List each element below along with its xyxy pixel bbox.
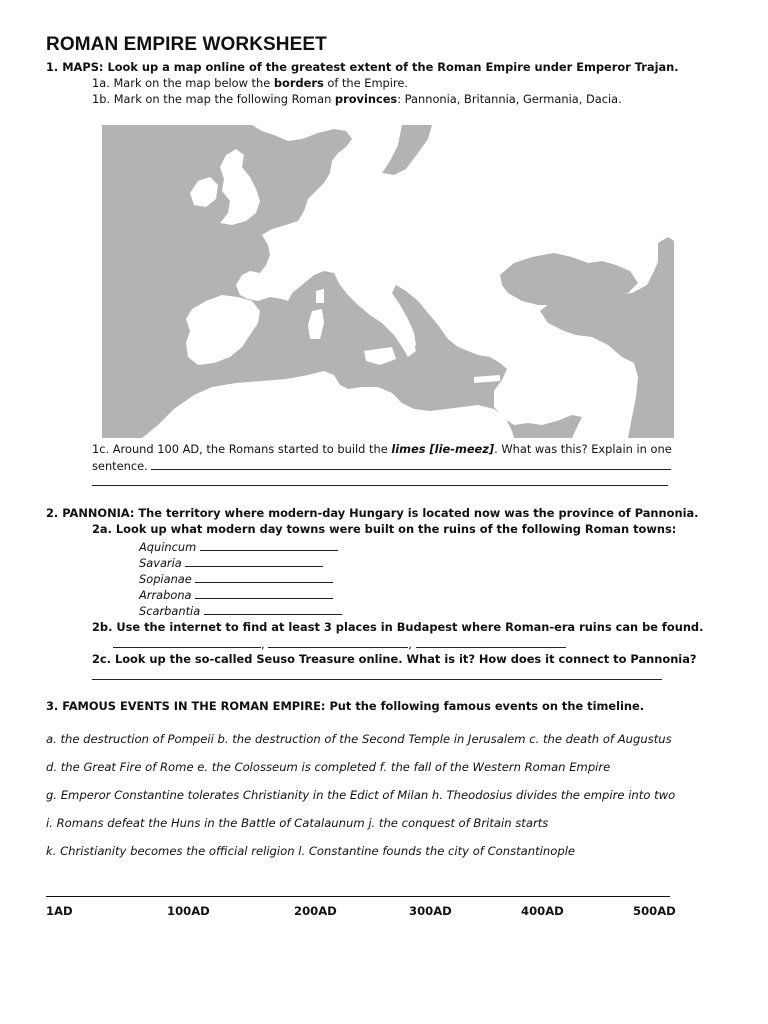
town-row-aquincum xyxy=(139,539,338,555)
events-row-2: d. the Great Fire of Rome e. the Colosseum is completed f. the fall of the Western Roman Empire xyxy=(46,760,611,774)
question-2b: 2b. Use the internet to find at least 3 places in Budapest where Roman-era ruins can be found. xyxy=(92,620,704,634)
town-answer-line[interactable] xyxy=(195,571,333,583)
question-1c-line2 xyxy=(92,458,671,474)
timeline-axis[interactable] xyxy=(46,896,670,897)
town-row-scarbantia xyxy=(139,603,342,619)
question-1a xyxy=(92,76,408,91)
section-1-heading: 1. MAPS: Look up a map online of the greatest extent of the Roman Empire under Emperor Trajan. xyxy=(46,60,679,74)
town-name: Sopianae xyxy=(139,572,192,586)
section-3-heading: 3. FAMOUS EVENTS IN THE ROMAN EMPIRE: Put the following famous events on the timeline. xyxy=(46,699,645,713)
question-1b-text: 1b. Mark on the map the following Roman xyxy=(92,92,335,106)
town-row-sopianae xyxy=(139,571,333,587)
question-1c-keyword: limes [lie-meez] xyxy=(391,442,495,456)
town-row-arrabona xyxy=(139,587,333,603)
town-name: Arrabona xyxy=(139,588,192,602)
town-answer-line[interactable] xyxy=(204,603,342,615)
answer-1c-line-1[interactable] xyxy=(151,458,671,470)
timeline-tick-1ad: 1AD xyxy=(46,904,73,918)
events-row-5: k. Christianity becomes the official religion l. Constantine founds the city of Constantinople xyxy=(46,844,576,858)
timeline-tick-100ad: 100AD xyxy=(167,904,210,918)
town-row-savaria xyxy=(139,555,323,571)
question-1a-text: 1a. Mark on the map below the xyxy=(92,76,274,90)
timeline-tick-200ad: 200AD xyxy=(294,904,337,918)
question-2a: 2a. Look up what modern day towns were built on the ruins of the following Roman towns: xyxy=(92,522,677,536)
town-name: Scarbantia xyxy=(139,604,201,618)
section-2-heading: 2. PANNONIA: The territory where modern-day Hungary is located now was the province of Pannonia. xyxy=(46,506,699,520)
town-answer-line[interactable] xyxy=(200,539,338,551)
town-name: Aquincum xyxy=(139,540,197,554)
question-1b-keyword: provinces xyxy=(334,92,398,106)
page-title: ROMAN EMPIRE WORKSHEET xyxy=(46,34,327,55)
timeline-tick-300ad: 300AD xyxy=(409,904,452,918)
town-answer-line[interactable] xyxy=(185,555,323,567)
question-1a-keyword: borders xyxy=(273,76,324,90)
answer-2c-line[interactable] xyxy=(92,668,662,680)
question-1c xyxy=(92,442,672,457)
question-1c-continuation: sentence. xyxy=(92,459,148,473)
town-name: Savaria xyxy=(139,556,182,570)
answer-1c-line-2[interactable] xyxy=(92,474,668,486)
question-1a-text-end: of the Empire. xyxy=(323,76,409,90)
town-answer-line[interactable] xyxy=(195,587,333,599)
answer-1c-row-2 xyxy=(92,474,668,490)
timeline-tick-400ad: 400AD xyxy=(521,904,564,918)
question-1c-text: 1c. Around 100 AD, the Romans started to build the xyxy=(92,442,392,456)
question-1c-text-end: . What was this? Explain in one xyxy=(494,442,672,456)
answer-2b-line-3[interactable] xyxy=(416,636,566,648)
events-row-1: a. the destruction of Pompeii b. the destruction of the Second Temple in Jerusalem c. the death of Augustus xyxy=(46,732,672,746)
events-row-3: g. Emperor Constantine tolerates Christianity in the Edict of Milan h. Theodosius divides the empire into two xyxy=(46,788,676,802)
answer-2c-row xyxy=(92,668,662,684)
question-1b xyxy=(92,92,622,107)
answer-2b-row: , , xyxy=(113,636,566,652)
timeline-tick-500ad: 500AD xyxy=(633,904,676,918)
answer-2b-line-2[interactable] xyxy=(268,636,408,648)
map-corsica xyxy=(316,289,324,303)
answer-2b-line-1[interactable] xyxy=(113,636,261,648)
question-2c: 2c. Look up the so-called Seuso Treasure online. What is it? How does it connect to Pannonia? xyxy=(92,652,697,666)
europe-blank-map[interactable] xyxy=(102,125,674,438)
question-1b-text-end: : Pannonia, Britannia, Germania, Dacia. xyxy=(397,92,622,106)
events-row-4: i. Romans defeat the Huns in the Battle of Catalaunum j. the conquest of Britain starts xyxy=(46,816,549,830)
